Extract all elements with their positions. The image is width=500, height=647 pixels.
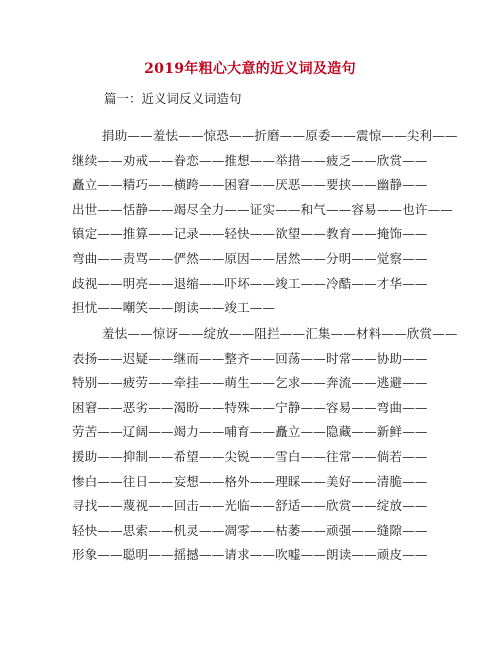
word-line: 矗立——精巧——横跨——困窘——厌恶——要挟——幽静——: [72, 177, 428, 193]
section-heading: 篇一：近义词反义词造句: [104, 91, 242, 106]
word-line: 镇定——推算——记录——轻快——欲望——教育——掩饰——: [72, 226, 428, 242]
word-line: 弯曲——责骂——俨然——原因——居然——分明——觉察——: [72, 250, 428, 266]
word-line: 捐助——羞怯——惊恐——折磨——原委——震惊——尖利——: [102, 128, 458, 143]
word-line: 寻找——蔑视——回击——光临——舒适——欣赏——绽放——: [72, 498, 428, 514]
word-line: 特别——疲劳——牵挂——萌生——乞求——奔流——逃避——: [72, 375, 428, 391]
word-line: 援助——抑制——希望——尖锐——雪白——往常——倘若——: [72, 448, 428, 464]
document-title: 2019年粗心大意的近义词及造句: [144, 61, 356, 77]
word-line: 形象——聪明——摇撼——请求——吹嘘——朗读——顽皮——: [72, 547, 428, 563]
word-line: 惨白——往日——妄想——格外——理睬——美好——清脆——: [72, 473, 428, 489]
word-line: 歧视——明亮——退缩——吓坏——竣工——冷酷——才华——: [72, 275, 428, 291]
word-line: 劳苦——辽阔——竭力——哺育——矗立——隐藏——新鲜——: [72, 424, 428, 440]
word-line: 羞怯——惊讶——绽放——阻拦——汇集——材料——欣赏——: [102, 326, 458, 341]
word-list-block-1: [72, 124, 458, 321]
word-line: 困窘——恶劣——渴盼——特殊——宁静——容易——弯曲——: [72, 399, 428, 415]
word-line: 出世——恬静——竭尽全力——证实——和气——容易——也许——: [72, 201, 454, 217]
word-line: 担忧——嘲笑——朗读——竣工——: [72, 300, 276, 316]
word-line: 轻快——思索——机灵——凋零——枯萎——顽强——缝隙——: [72, 522, 428, 538]
word-list-block-2: [72, 322, 458, 568]
word-line: 表扬——迟疑——继而——整齐——回荡——时常——协助——: [72, 350, 428, 366]
word-line: 继续——劝戒——眷恋——推想——举措——疲乏——欣赏——: [72, 152, 428, 168]
